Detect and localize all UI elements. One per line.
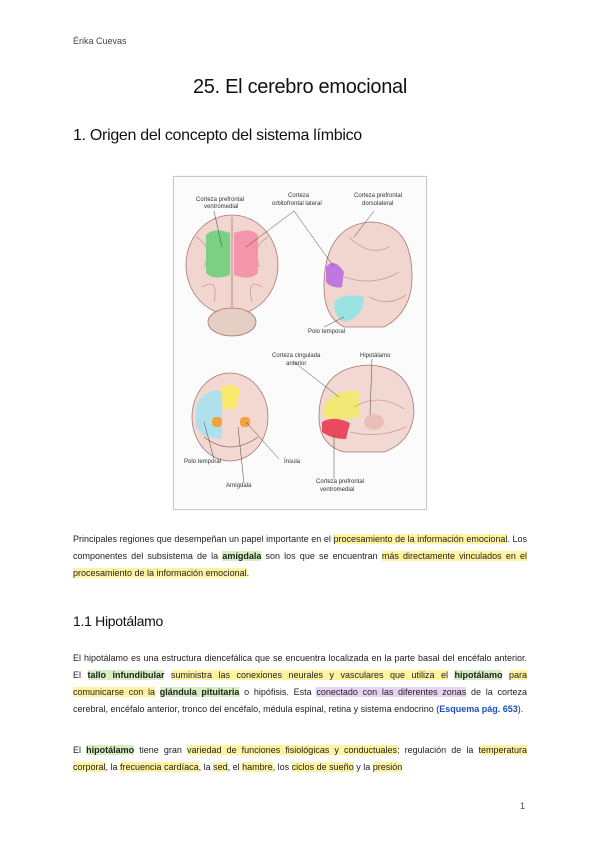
paragraph-hypothalamus-functions: El hipotálamo tiene gran variedad de funciones fisiológicas y conductuales; regulación de la temperatura corporal, la frecuencia cardíaca, la sed, el hambre, los ciclos de sueño y la presión [73,745,528,772]
label-pfc-dorsolateral: Corteza prefrontal [354,193,403,199]
brain-sagittal-view [319,365,414,452]
label-hypothalamus: Hipotálamo [360,353,391,359]
label-amygdala: Amígdala [226,483,252,489]
label-pfc-dorsolateral-2: dorsolateral [362,201,394,207]
label-temporal-pole-right: Polo temporal [308,329,346,335]
brain-coronal-view [192,373,268,461]
label-ofc-lateral-2: orbitofrontal lateral [272,201,322,207]
section-heading-1: 1. Origen del concepto del sistema límbico [73,127,362,144]
highlight: sed [213,762,228,772]
highlight: hipotálamo [454,670,503,680]
section-heading-2: 1.1 Hipotálamo [73,613,163,629]
highlight: conectado con las diferentes zonas [316,687,467,697]
reference-link: Esquema pág. 653 [439,704,518,714]
highlight: hambre [242,762,273,772]
paragraph-figure-caption: Principales regiones que desempeñan un papel importante en el procesamiento de la información emocional. Los componentes del subsistema de la amígdala son los que se encuentran más directamente vinculados en el procesamiento de la información emocional. [73,534,527,578]
document-title: 25. El cerebro emocional [192,76,408,98]
label-insula: Ínsula [284,459,301,465]
highlight: tallo infundibular [87,670,165,680]
label-vmpfc: Corteza prefrontal [316,479,365,485]
highlight: más directamente vinculados en el procesamiento de la información emocional [73,551,527,578]
label-cingulate: Corteza cingulada [272,353,321,359]
highlight: variedad de funciones fisiológicas y conductuales [186,745,398,755]
highlight: glándula pituitaria [159,687,240,697]
label-pfc-medial-2: ventromedial [204,204,239,210]
highlight: presión [372,762,403,772]
highlight: frecuencia cardíaca [120,762,199,772]
author-name: Érika Cuevas [73,36,127,46]
label-pfc-medial: Corteza prefrontal [196,197,245,203]
highlight: ciclos de sueño [291,762,354,772]
page-number: 1 [520,801,526,811]
label-temporal-pole-left: Polo temporal [184,459,222,465]
highlight: procesamiento de la información emocional [333,534,508,544]
highlight: hipotálamo [86,745,135,755]
highlight: temperatura corporal [73,745,528,772]
label-ofc-lateral: Corteza [288,193,310,199]
paragraph-hypothalamus-intro: El hipotálamo es una estructura diencefálica que se encuentra localizada en la parte basal del encéfalo anterior. El tallo infundibular suministra las conexiones neurales y vasculares que utiliza el hipotálamo para comunicarse con la glándula pituitaria o hipófisis. Esta conectado con las diferentes zonas de la corteza cerebral, encéfalo anterior, tronco del encéfalo, médula espinal, retina y sistema endocrino (Esquema pág. 653). [73,653,527,714]
highlight: amígdala [222,551,262,561]
brain-lateral-view [324,222,412,327]
brain-regions-figure [173,176,427,510]
brain-illustration [174,177,426,509]
label-vmpfc-2: ventromedial [320,487,355,493]
highlight: para comunicarse con la [73,670,527,697]
highlight: suministra las conexiones neurales y vasculares que utiliza el [170,670,448,680]
label-cingulate-2: anterior [286,361,307,367]
